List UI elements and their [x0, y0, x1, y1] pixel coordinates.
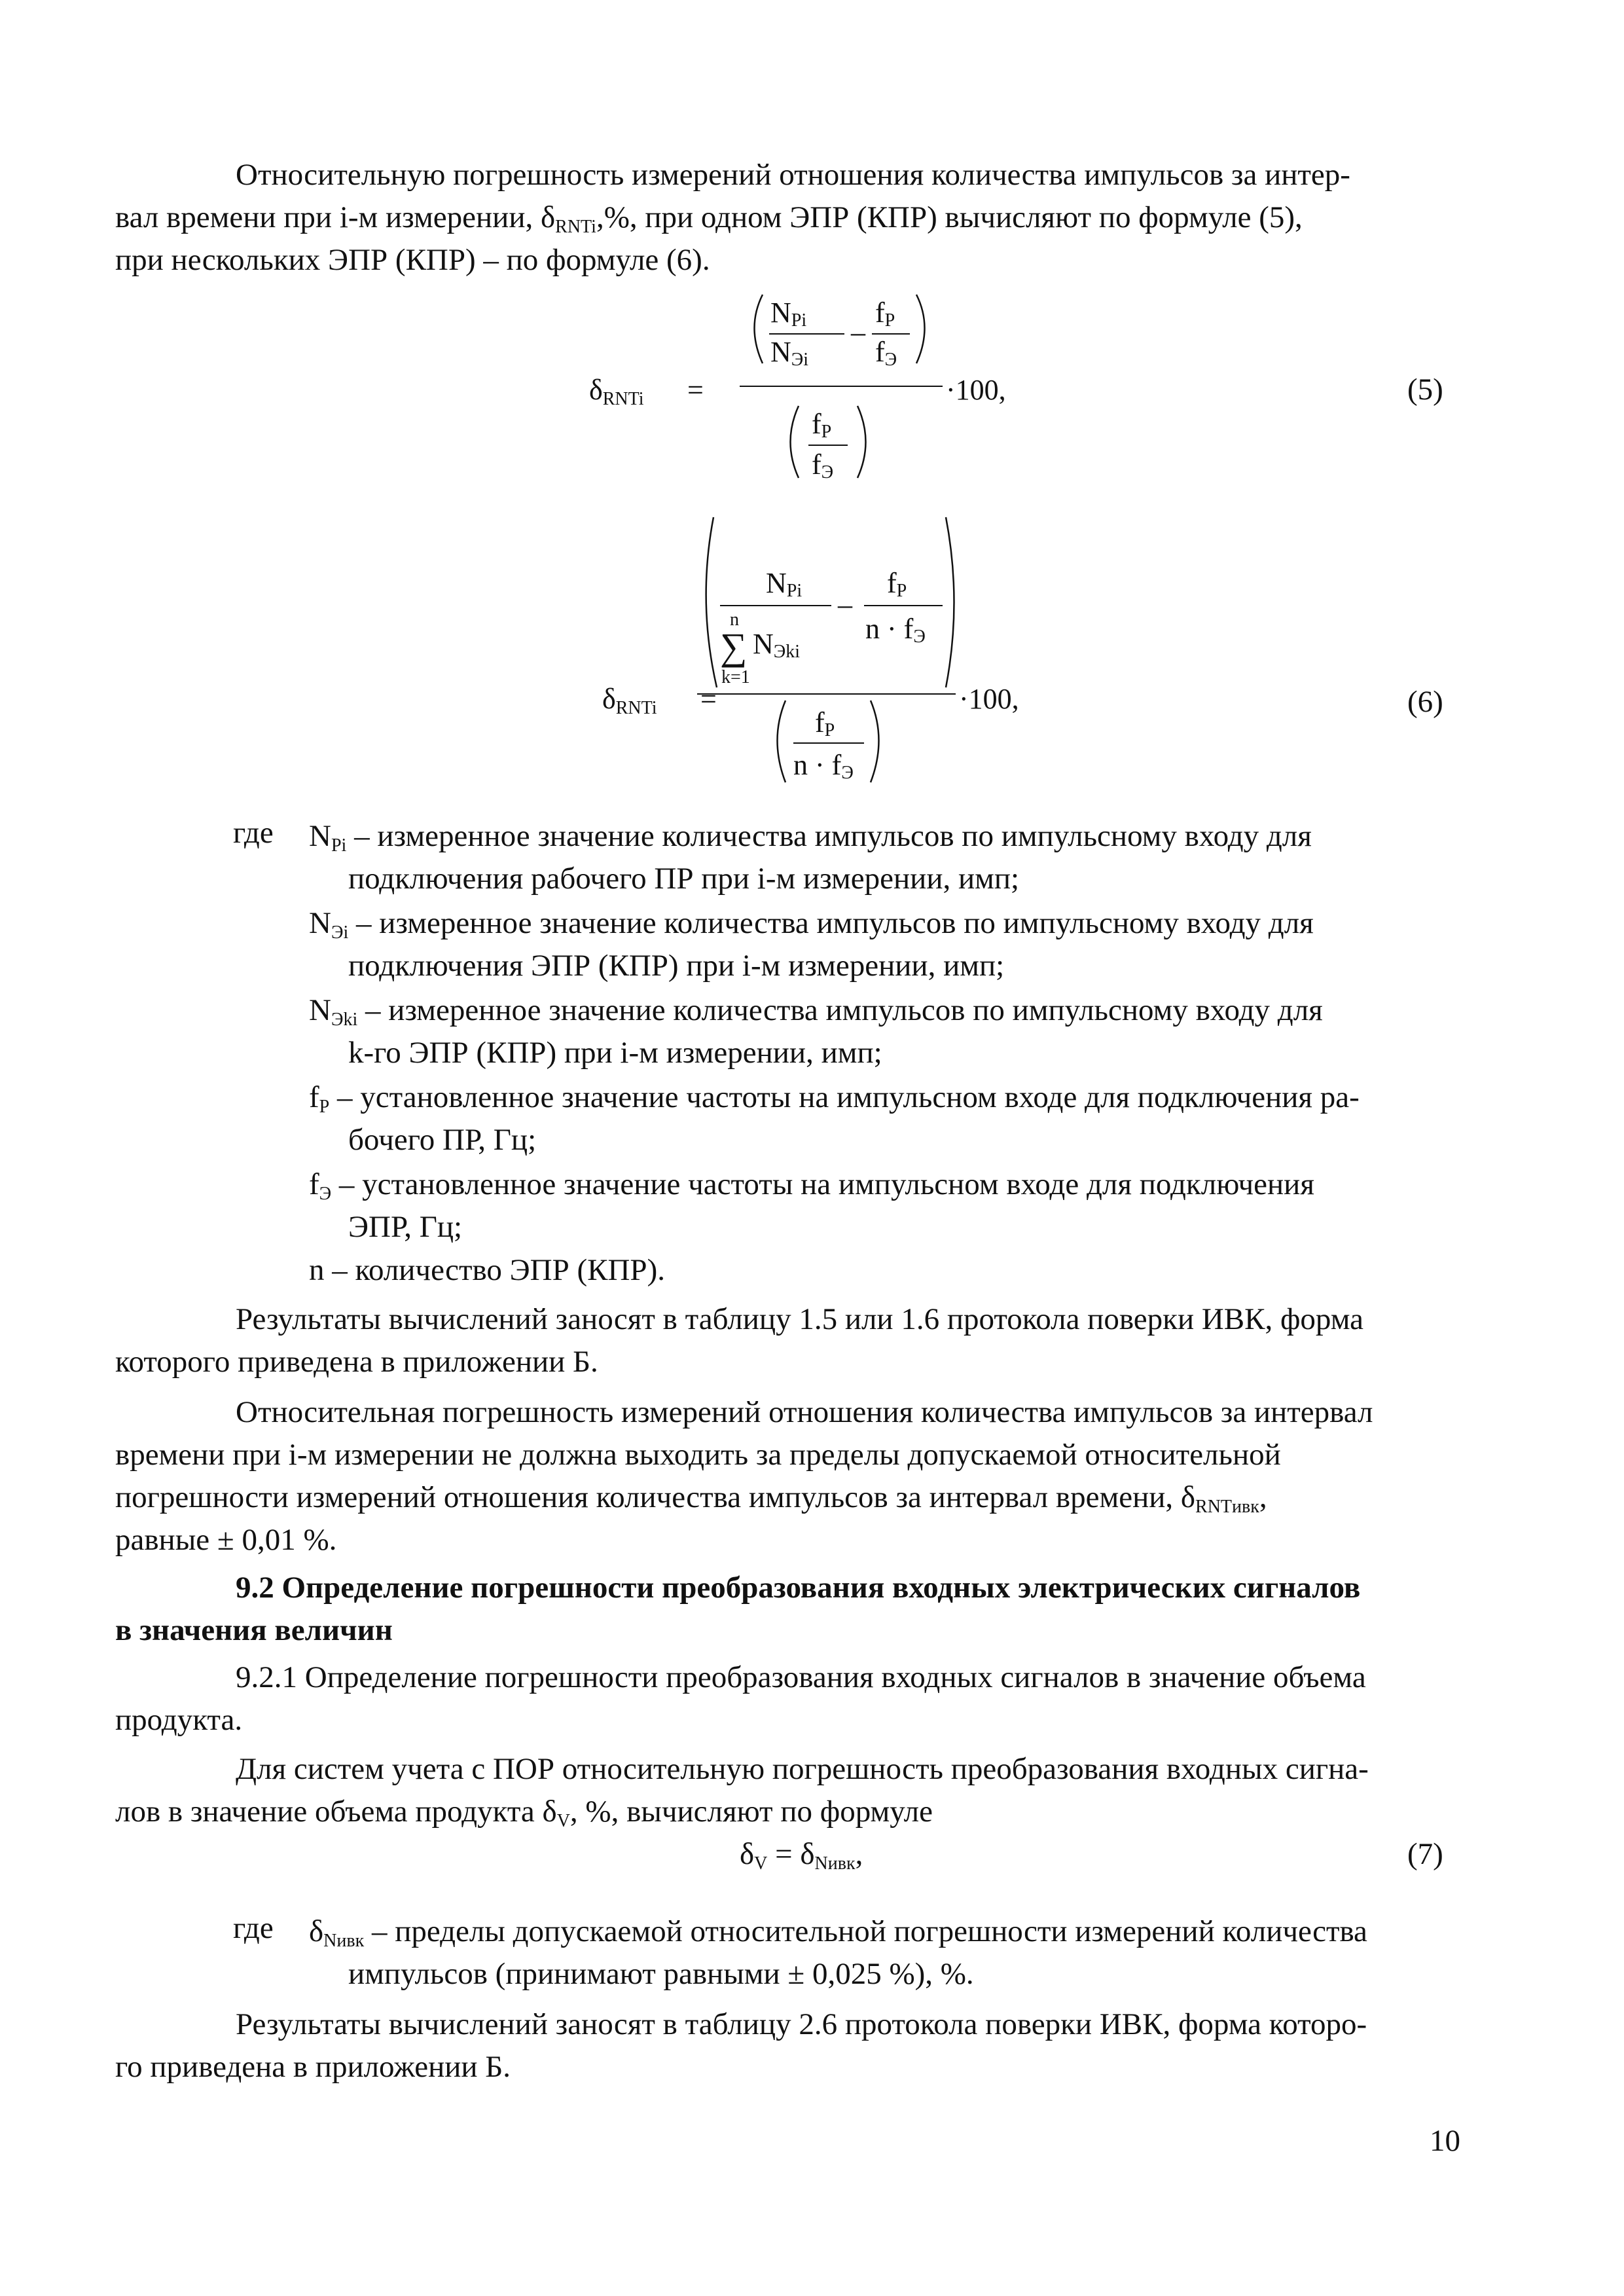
formula6-eq: = — [700, 683, 717, 715]
where-label-2: где — [233, 1911, 274, 1945]
formula5-lhs: δRNTi — [589, 374, 644, 409]
formula-6 — [589, 504, 1100, 792]
formula6-denom-den: n · fЭ — [793, 749, 854, 783]
section-heading-9-2: 9.2 Определение погрешности преобразования входных электрических сигналов в значения величин — [115, 1571, 1361, 1647]
por-paragraph: Для систем учета с ПОР относительную погрешность преобразования входных сигна- лов в значение объема продукта $\delta_V$, %, вычисляют по формуле — [115, 1752, 1369, 1831]
where-label: где — [233, 816, 274, 850]
results-paragraph-1: Результаты вычислений заносят в таблицу 1.5 или 1.6 протокола поверки ИВК, форма которого приведена в приложении Б. — [115, 1302, 1364, 1379]
page-number: 10 — [1430, 2124, 1460, 2158]
definition-nei: $N_{Эi}$ – измеренное значение количества импульсов по импульсному входу для подключения ЭПР (КПР) при i-м измерении, имп; — [309, 906, 1314, 983]
formula-5-number: (5) — [1407, 373, 1443, 407]
formula6-denom-num: fP — [815, 706, 835, 740]
definition-fp: $f_P$ – установленное значение частоты на импульсном входе для подключения ра- бочего ПР, Гц; — [309, 1080, 1360, 1157]
formula6-sigma: ∑ — [720, 625, 748, 668]
definition-fe: $f_Э$ – установленное значение частоты на импульсном входе для подключения ЭПР, Гц; — [309, 1167, 1314, 1244]
definition-n: n – количество ЭПР (КПР). — [309, 1253, 665, 1287]
formula6-sum-n: NЭki — [753, 628, 801, 662]
formula-7-number: (7) — [1407, 1837, 1443, 1871]
limit-paragraph: Относительная погрешность измерений отношения количества импульсов за интервал времени при i-м измерении не должна выходить за пределы допускаемой относительной погрешности измерений отношения количества импульсов за интервал времени, $\delta_{RNTивк}$, равные ± 0,01 %. — [115, 1395, 1373, 1557]
formula5-num-n: NPi — [770, 297, 807, 331]
formula-7: $\delta_V = \delta_{Nивк}$, — [740, 1837, 863, 1874]
subsection-9-2-1: 9.2.1 Определение погрешности преобразования входных сигналов в значение объема продукта. — [115, 1660, 1366, 1737]
formula5-eq: = — [687, 374, 704, 406]
intro-paragraph — [115, 154, 1453, 282]
formula5-mult: ·100, — [946, 374, 1006, 406]
definition-neki: $N_{Эki}$ – измеренное значение количества импульсов по импульсному входу для k-го ЭПР (КПР) при i-м измерении, имп; — [309, 993, 1323, 1070]
formula5-num-f: fP — [875, 297, 895, 331]
formula6-num-n: NPi — [766, 567, 803, 601]
formula6-sum-bottom: k=1 — [721, 667, 750, 687]
formula6-den-nf: n · fЭ — [865, 613, 926, 647]
formula5-denom-den: fЭ — [812, 448, 834, 483]
formula-6-number: (6) — [1407, 685, 1443, 719]
results-paragraph-2: Результаты вычислений заносят в таблицу 2.6 протокола поверки ИВК, форма которо- го приведена в приложении Б. — [115, 2007, 1367, 2084]
definition-npi: $N_{Pi}$ – измеренное значение количества импульсов по импульсному входу для подключения рабочего ПР при i-м измерении, имп; — [309, 819, 1312, 896]
definition-dnivk: $\delta_{Nивк}$ – пределы допускаемой относительной погрешности измерений количества импульсов (принимают равными ± 0,025 %), %. — [309, 1914, 1367, 1991]
formula-5 — [589, 282, 1047, 498]
formula6-num-f: fP — [887, 567, 907, 601]
intro-line-1: Относительную погрешность измерений отношения количества импульсов за интер- — [236, 158, 1350, 192]
formula6-sum-top: n — [730, 610, 739, 630]
formula6-mult: ·100, — [959, 683, 1019, 715]
formula6-lhs: δRNTi — [602, 683, 657, 718]
formula6-minus: – — [838, 589, 852, 621]
intro-line-3: при нескольких ЭПР (КПР) – по формуле (6). — [115, 243, 710, 277]
formula5-minus: – — [851, 316, 865, 348]
formula5-den-n: NЭi — [770, 336, 809, 370]
formula5-denom-num: fP — [812, 408, 832, 442]
formula5-den-f: fЭ — [875, 336, 897, 370]
intro-line-2: вал времени при i-м измерении, $\delta_{RNTi},\%$, при одном ЭПР (КПР) вычисляют по формуле (5), — [115, 200, 1303, 237]
